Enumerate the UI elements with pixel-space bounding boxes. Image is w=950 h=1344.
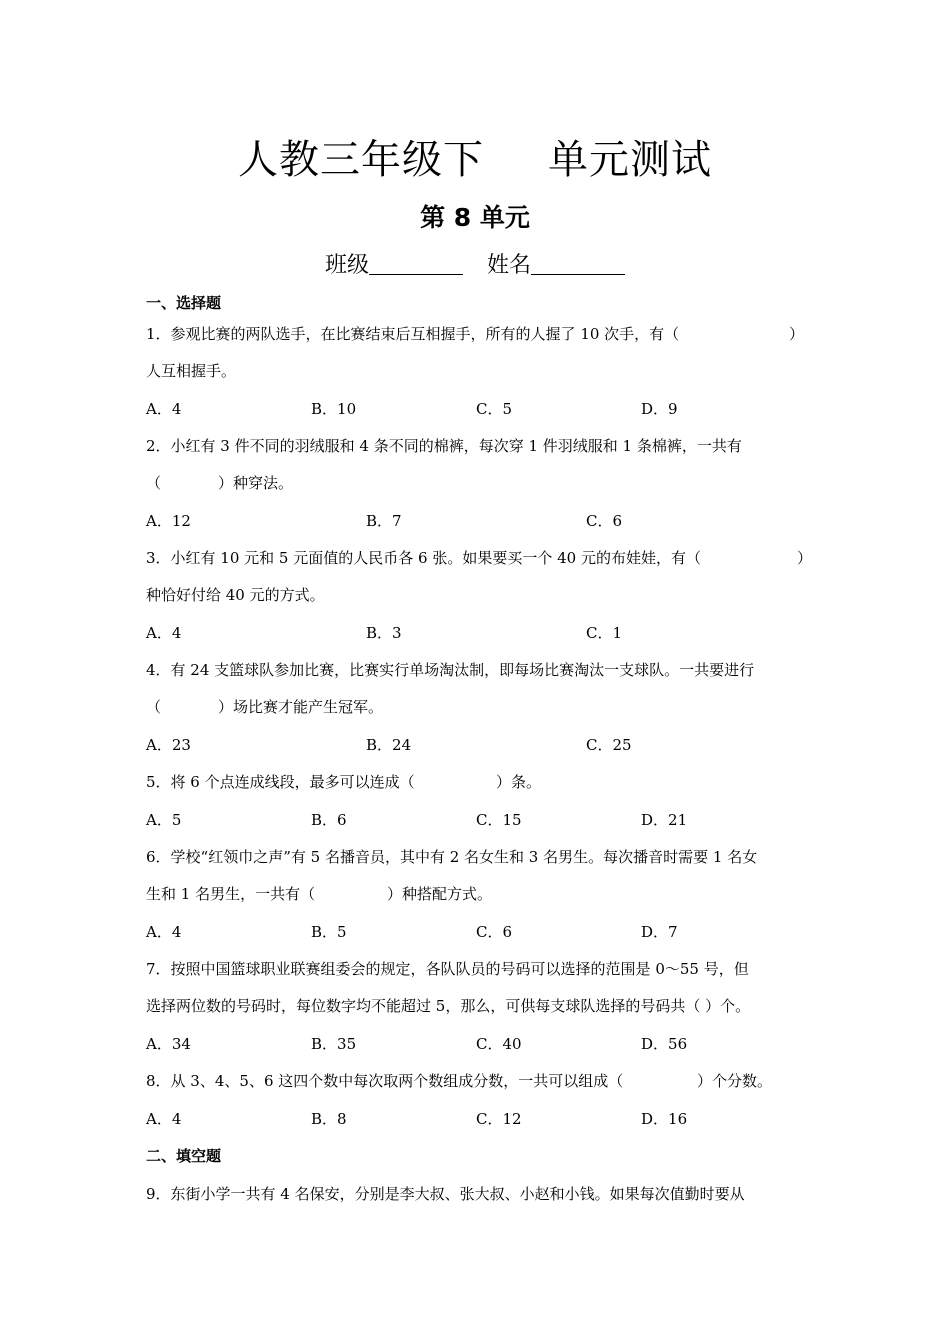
q2-option-c: C．6	[586, 512, 623, 530]
q5-option-c: C．15	[476, 811, 522, 829]
title-left: 人教三年级下	[238, 137, 484, 183]
title-right: 单元测试	[548, 137, 712, 183]
q6-option-a: A．4	[146, 923, 182, 941]
q1-option-c: C．5	[476, 400, 513, 418]
q8-option-c: C．12	[476, 1110, 522, 1128]
q7-line2: 选择两位数的号码时，每位数字均不能超过 5，那么，可供每支球队选择的号码共（ ）个。	[146, 997, 751, 1015]
q6-line1: 6．学校“红领巾之声”有 5 名播音员，其中有 2 名女生和 3 名男生。每次播音时需要 1 名女	[146, 848, 758, 866]
q5-line1b: ）条。	[496, 773, 542, 791]
q1-option-b: B．10	[311, 400, 357, 418]
q8-line1a: 8．从 3、4、5、6 这四个数中每次取两个数组成分数，一共可以组成（	[146, 1072, 624, 1090]
q8-option-d: D．16	[641, 1110, 688, 1128]
q1-option-d: D．9	[641, 400, 678, 418]
q4-option-a: A．23	[146, 736, 191, 754]
q2-option-a: A．12	[146, 512, 191, 530]
class-label: 班级	[324, 253, 369, 278]
q5-option-a: A．5	[146, 811, 182, 829]
q3-option-a: A．4	[146, 624, 182, 642]
section-fill-heading: 二、填空题	[146, 1147, 222, 1165]
student-info-line	[0, 248, 950, 279]
name-blank	[531, 252, 625, 275]
q2-line2: ）种穿法。	[218, 474, 294, 492]
q6-option-c: C．6	[476, 923, 513, 941]
section-choice-heading: 一、选择题	[146, 294, 222, 312]
q3-close-paren: ）	[797, 549, 813, 567]
page-title	[0, 128, 950, 185]
q4-option-b: B．24	[366, 736, 412, 754]
q6-line2b: ）种搭配方式。	[387, 885, 493, 903]
q7-option-a: A．34	[146, 1035, 191, 1053]
q6-line2a: 生和 1 名男生，一共有（	[146, 885, 316, 903]
q5-option-d: D．21	[641, 811, 688, 829]
q5-option-b: B．6	[311, 811, 347, 829]
q7-line1: 7．按照中国篮球职业联赛组委会的规定，各队队员的号码可以选择的范围是 0～55 号，但	[146, 960, 749, 978]
q1-line2: 人互相握手。	[146, 362, 237, 380]
q4-option-c: C．25	[586, 736, 632, 754]
class-blank	[369, 252, 463, 275]
q2-open-paren: （	[146, 474, 162, 492]
q5-line1a: 5．将 6 个点连成线段，最多可以连成（	[146, 773, 415, 791]
q7-option-b: B．35	[311, 1035, 357, 1053]
q2-line1: 2．小红有 3 件不同的羽绒服和 4 条不同的棉裤，每次穿 1 件羽绒服和 1 条棉裤，一共有	[146, 437, 742, 455]
q8-line1b: ）个分数。	[697, 1072, 773, 1090]
q3-line2: 种恰好付给 40 元的方式。	[146, 586, 325, 604]
q9-line1: 9．东街小学一共有 4 名保安，分别是李大叔、张大叔、小赵和小钱。如果每次值勤时要从	[146, 1185, 745, 1203]
q3-option-b: B．3	[366, 624, 402, 642]
q3-option-c: C．1	[586, 624, 623, 642]
q7-option-c: C．40	[476, 1035, 522, 1053]
q6-option-b: B．5	[311, 923, 347, 941]
q6-option-d: D．7	[641, 923, 678, 941]
q8-option-b: B．8	[311, 1110, 347, 1128]
q4-open-paren: （	[146, 698, 162, 716]
q3-line1: 3．小红有 10 元和 5 元面值的人民币各 6 张。如果要买一个 40 元的布娃娃，有（	[146, 549, 701, 567]
q8-option-a: A．4	[146, 1110, 182, 1128]
unit-subtitle: 第 8 单元	[420, 203, 530, 232]
q7-option-d: D．56	[641, 1035, 688, 1053]
q1-option-a: A．4	[146, 400, 182, 418]
q2-option-b: B．7	[366, 512, 402, 530]
q4-line1: 4．有 24 支篮球队参加比赛，比赛实行单场淘汰制，即每场比赛淘汰一支球队。一共要进行	[146, 661, 755, 679]
name-label: 姓名	[487, 253, 532, 278]
q1-line1: 1．参观比赛的两队选手，在比赛结束后互相握手，所有的人握了 10 次手，有（	[146, 325, 680, 343]
q4-line2: ）场比赛才能产生冠军。	[218, 698, 384, 716]
q1-close-paren: ）	[789, 325, 805, 343]
